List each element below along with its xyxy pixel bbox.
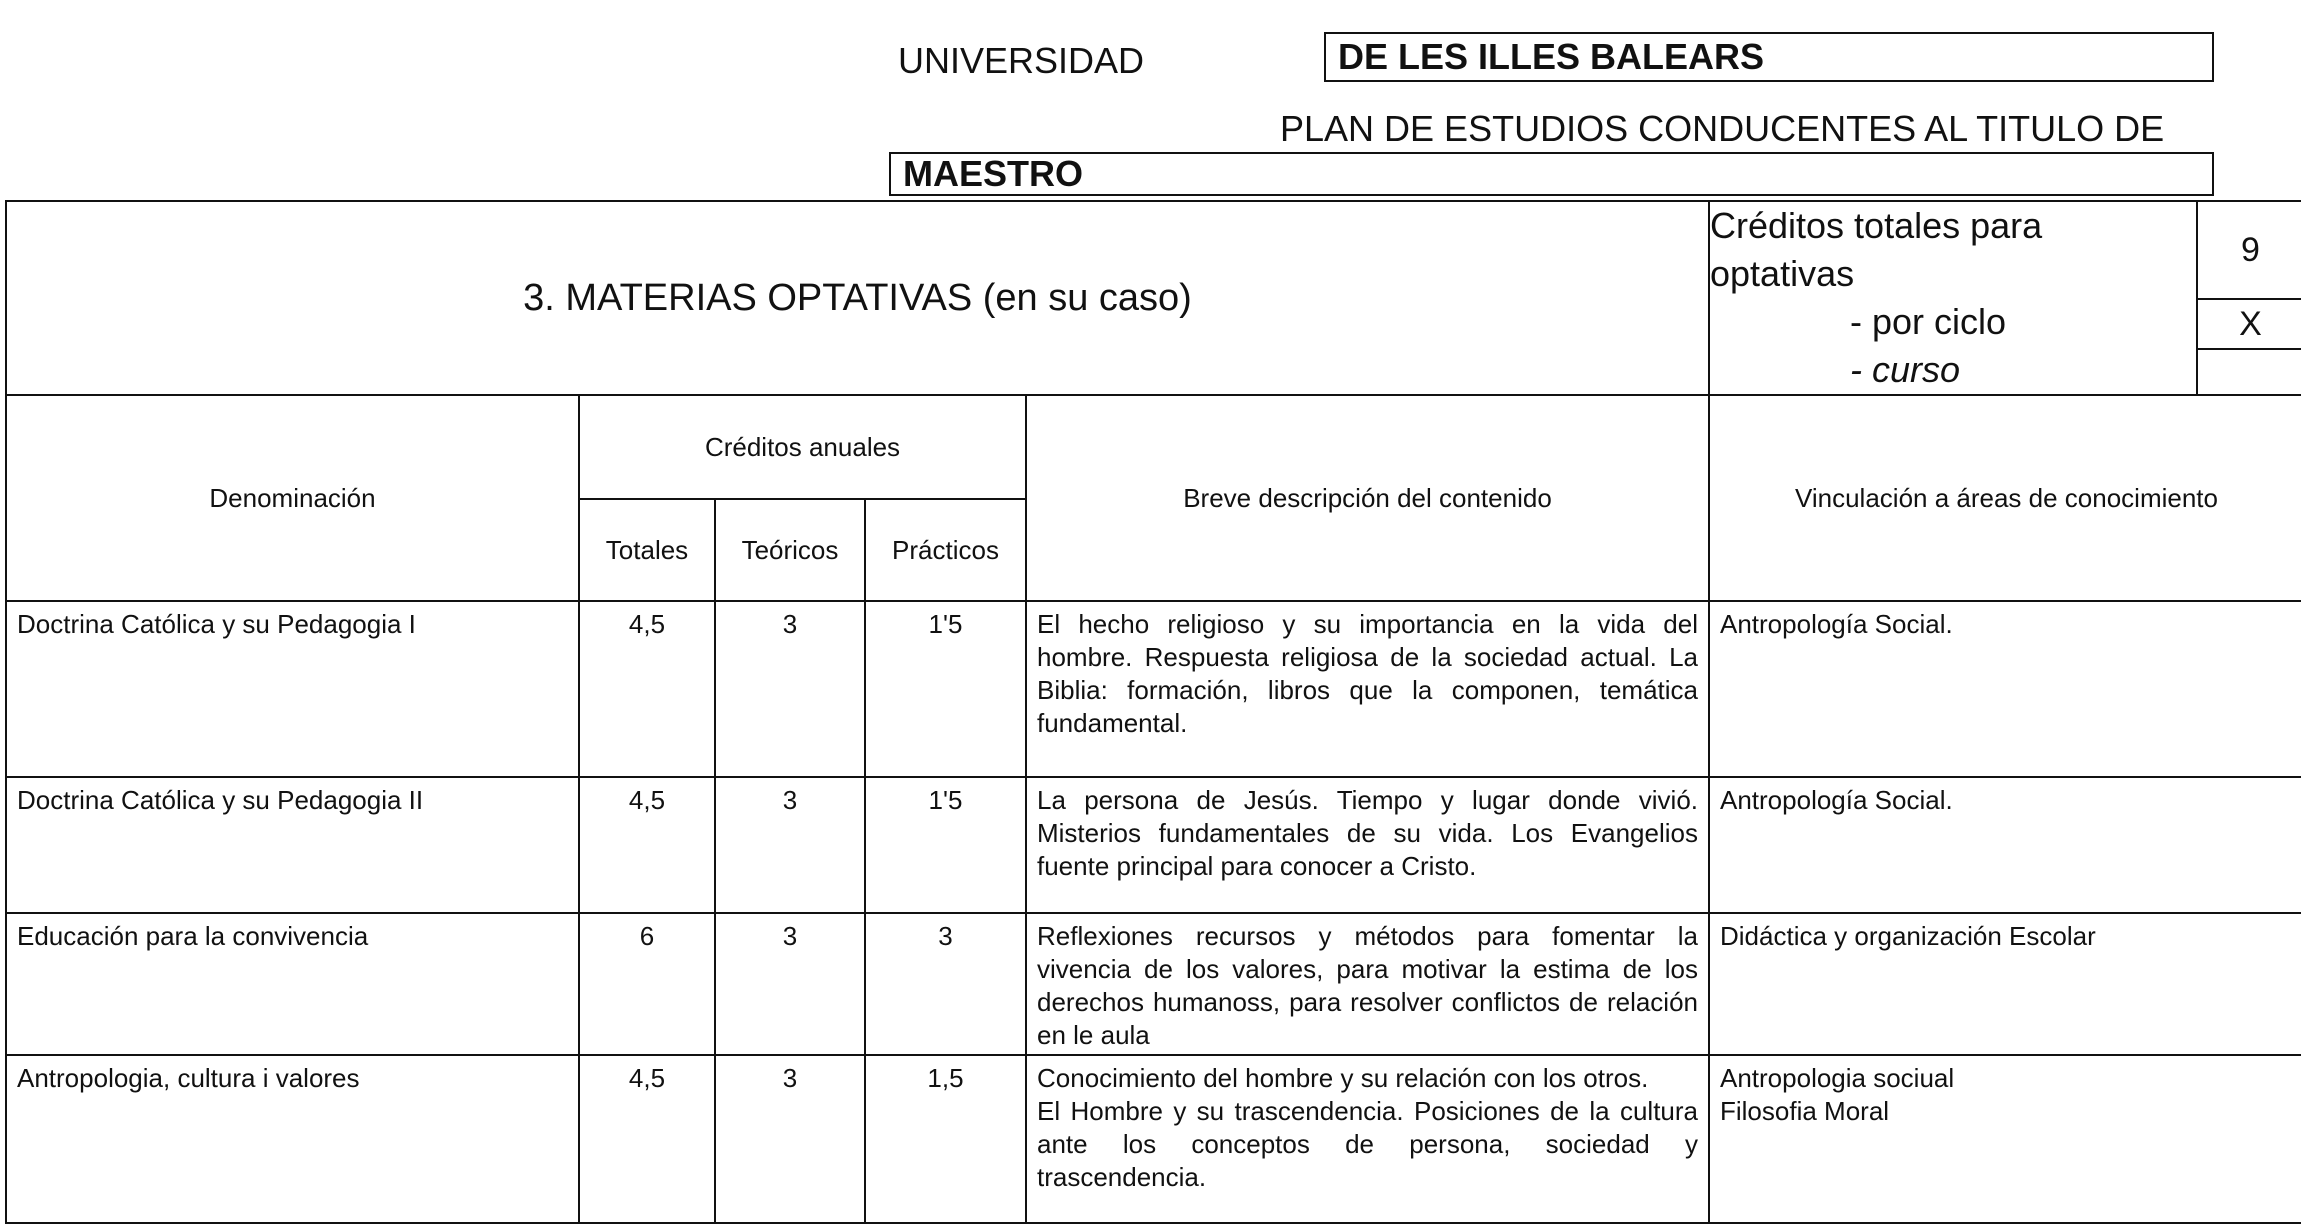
- credits-teoricos: 3: [715, 601, 865, 777]
- per-course-label: - curso: [1850, 349, 1961, 390]
- credits-teoricos: 3: [715, 777, 865, 913]
- university-name-box: [1324, 32, 2214, 82]
- knowledge-area: Antropología Social.: [1720, 785, 1953, 815]
- subject-name: Doctrina Católica y su Pedagogia II: [6, 777, 579, 913]
- knowledge-areas: [1709, 777, 2301, 913]
- credits-total-label: [1709, 201, 2197, 395]
- col-head-practicos: Prácticos: [865, 499, 1026, 601]
- credits-teoricos: 3: [715, 913, 865, 1055]
- credits-practicos: 1'5: [865, 777, 1026, 913]
- table-row: [6, 913, 2301, 1055]
- subject-name: Antropologia, cultura i valores: [6, 1055, 579, 1223]
- knowledge-area: Didáctica y organización Escolar: [1720, 921, 2096, 951]
- plan-title: PLAN DE ESTUDIOS CONDUCENTES AL TITULO DE: [1280, 108, 2165, 149]
- credits-totales: 4,5: [579, 601, 715, 777]
- col-head-denominacion: Denominación: [6, 395, 579, 601]
- table-row: [6, 1055, 2301, 1223]
- subject-name: Educación para la convivencia: [6, 913, 579, 1055]
- credits-totales: 6: [579, 913, 715, 1055]
- credits-totales: 4,5: [579, 777, 715, 913]
- credits-total-label-line1: Créditos totales para: [1710, 205, 2043, 246]
- knowledge-areas: [1709, 1055, 2301, 1223]
- university-name: DE LES ILLES BALEARS: [1338, 36, 1765, 77]
- knowledge-areas: [1709, 913, 2301, 1055]
- per-cycle-label: - por ciclo: [1850, 301, 2007, 342]
- credits-totales: 4,5: [579, 1055, 715, 1223]
- subject-name: Doctrina Católica y su Pedagogia I: [6, 601, 579, 777]
- description-paragraph: El Hombre y su trascendencia. Posiciones de la cultura ante los conceptos de persona, sociedad y trascendencia.: [1037, 1096, 1698, 1192]
- credits-practicos: 1,5: [865, 1055, 1026, 1223]
- credits-teoricos: 3: [715, 1055, 865, 1223]
- col-head-totales: Totales: [579, 499, 715, 601]
- credits-practicos: 3: [865, 913, 1026, 1055]
- col-head-vinculacion: Vinculación a áreas de conocimiento: [1709, 395, 2301, 601]
- col-head-teoricos: Teóricos: [715, 499, 865, 601]
- subject-description: [1026, 913, 1709, 1055]
- credits-practicos: 1'5: [865, 601, 1026, 777]
- credits-total-label-line2: optativas: [1710, 253, 1855, 294]
- credits-total-value: 9: [2197, 201, 2301, 299]
- section-title: [6, 201, 1709, 395]
- description-paragraph: Conocimiento del hombre y su relación con los otros.: [1037, 1063, 1649, 1093]
- description-paragraph: El hecho religioso y su importancia en la vida del hombre. Respuesta religiosa de la sociedad actual. La Biblia: formación, libros que la componen, temática fundamental.: [1037, 609, 1698, 738]
- degree-name: MAESTRO: [903, 153, 1083, 194]
- description-paragraph: Reflexiones recursos y métodos para fomentar la vivencia de los valores, para motivar la estima de los derechos humanoss, para resolver conflictos de relación en le aula: [1037, 921, 1698, 1050]
- table-row: [6, 601, 2301, 777]
- optional-subjects-table: [5, 200, 2301, 1224]
- university-label: UNIVERSIDAD: [898, 40, 1145, 81]
- per-course-value: [2197, 349, 2301, 395]
- section-title-text: 3. MATERIAS OPTATIVAS (en su caso): [523, 276, 1192, 319]
- col-head-creditos-anuales: Créditos anuales: [579, 395, 1026, 499]
- knowledge-area: Antropologia sociual: [1720, 1063, 1955, 1093]
- degree-box: [889, 152, 2214, 196]
- knowledge-area: Filosofia Moral: [1720, 1096, 1890, 1126]
- knowledge-area: Antropología Social.: [1720, 609, 1953, 639]
- knowledge-areas: [1709, 601, 2301, 777]
- subject-description: [1026, 601, 1709, 777]
- description-paragraph: La persona de Jesús. Tiempo y lugar donde vivió. Misterios fundamentales de su vida. Los Evangelios fuente principal para conocer a Cristo.: [1037, 785, 1698, 881]
- per-cycle-value: X: [2197, 299, 2301, 349]
- col-head-descripcion: Breve descripción del contenido: [1026, 395, 1709, 601]
- subject-description: [1026, 1055, 1709, 1223]
- table-row: [6, 777, 2301, 913]
- subject-description: [1026, 777, 1709, 913]
